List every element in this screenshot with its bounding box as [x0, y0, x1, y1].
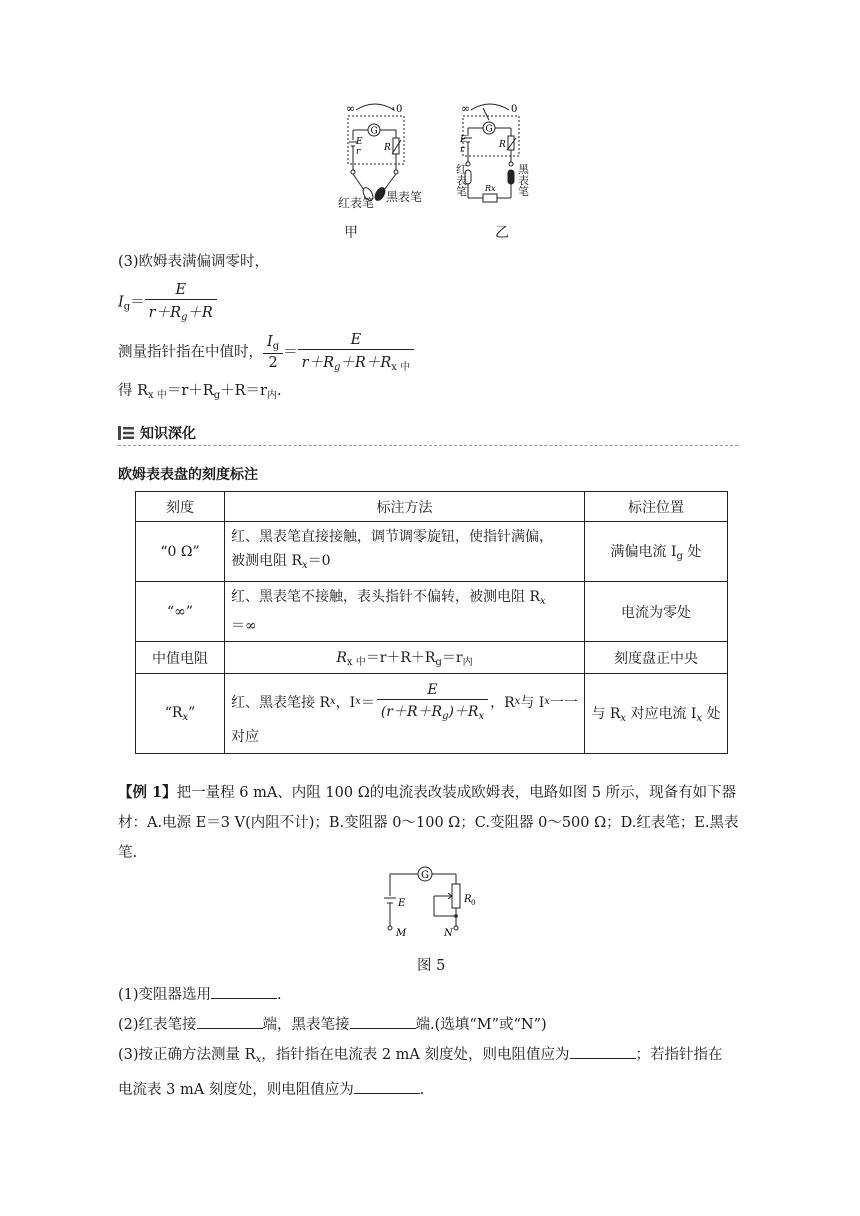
table-cell: “0 Ω”	[136, 522, 225, 582]
svg-text:r: r	[356, 147, 361, 157]
svg-text:G: G	[485, 124, 493, 135]
label-zero: 0	[396, 104, 403, 115]
scale-table	[135, 491, 728, 754]
table-header: 刻度	[136, 492, 225, 522]
table-row	[136, 522, 728, 582]
table-row	[136, 642, 728, 674]
answer-blank[interactable]	[354, 1079, 420, 1094]
section3-intro: (3)欧姆表满偏调零时，	[118, 254, 270, 270]
label-infinity: ∞	[346, 102, 356, 115]
table-row	[136, 674, 728, 754]
svg-text:E: E	[356, 137, 363, 147]
table-cell: 满偏电流 $I_g$ 处	[584, 522, 727, 582]
knowledge-divider	[118, 445, 738, 446]
svg-text:R: R	[384, 143, 391, 153]
caption-yi: 乙	[495, 225, 509, 241]
questions	[118, 980, 748, 1105]
table-cell: 与 $R_x$ 对应电流 $I_x$ 处	[584, 674, 727, 754]
svg-text:M: M	[396, 928, 407, 939]
list-icon	[118, 426, 134, 440]
svg-text:0: 0	[471, 899, 476, 907]
table-cell: 中值电阻	[136, 642, 225, 674]
svg-text:G: G	[421, 870, 429, 881]
answer-blank[interactable]	[197, 1014, 263, 1029]
question-1: (1)变阻器选用 .	[118, 980, 748, 1010]
caption-jia: 甲	[344, 225, 358, 241]
answer-blank[interactable]	[211, 984, 277, 999]
example-tag: 【例 1】	[118, 784, 177, 801]
table-header: 标注方法	[225, 492, 585, 522]
table-subheading: 欧姆表表盘的刻度标注	[118, 467, 258, 483]
svg-text:0: 0	[511, 104, 518, 115]
svg-text:R: R	[464, 894, 472, 905]
svg-text:∞: ∞	[461, 102, 471, 115]
answer-blank[interactable]	[350, 1014, 416, 1029]
table-row	[136, 582, 728, 642]
table-cell: “$R_x$”	[136, 674, 225, 754]
label-red-pen: 红表笔	[338, 196, 375, 210]
svg-text:E: E	[398, 898, 406, 909]
example-text: 【例 1】把一量程 6 mA、内阻 100 Ω的电流表改装成欧姆表，电路如图 5 所示，现备有如下器 材：A.电源 E＝3 V(内阻不计)；B.变阻器 0～100 Ω；C.变阻器 0～500 Ω；D.红表笔；E.黑表 笔.	[118, 784, 739, 861]
svg-text:Rx: Rx	[485, 184, 496, 193]
answer-blank[interactable]	[570, 1044, 636, 1059]
figure-5	[384, 862, 484, 944]
svg-text:R: R	[499, 140, 506, 150]
question-3: (3)按正确方法测量 $R_x$，指针指在电流表 2 mA 刻度处，则电阻值应为 ；若指针指在	[118, 1040, 748, 1075]
table-cell: 红、黑表笔接 R x ，I x ＝ $\frac{E}{(r+R+R_g)+R_x}$ ，R x 与 I x 一一 对应	[225, 674, 585, 754]
table-cell: 红、黑表笔直接接触，调节调零旋钮，使指针满偏， 被测电阻 $R_x=0$	[225, 522, 585, 582]
table-header-row	[136, 492, 728, 522]
table-header: 标注位置	[584, 492, 727, 522]
formula-full-scale: $I_g=$ $\frac{E}{r+R_g+R}$	[118, 282, 217, 323]
table-cell: $R_{x 中}=r+R+R_g=r_内$	[225, 642, 585, 674]
knowledge-heading	[118, 423, 196, 443]
svg-text:r: r	[460, 145, 465, 155]
galvanometer-g: G	[370, 126, 378, 137]
figure-5-caption: 图 5	[417, 958, 446, 974]
formula-result: 得 $R_{x 中}=r+R_g+R=r_内$.	[118, 383, 282, 401]
table-cell: 刻度盘正中央	[584, 642, 727, 674]
label-red-pen-vertical: 红 表 笔	[456, 163, 467, 198]
question-2: (2)红表笔接 端，黑表笔接 端.(选填“M”或“N”)	[118, 1010, 748, 1040]
label-black-pen: 黑表笔	[386, 190, 423, 204]
svg-text:N: N	[444, 928, 453, 939]
svg-text:E: E	[460, 135, 467, 145]
knowledge-heading-text: 知识深化	[140, 426, 196, 442]
question-3-cont: 电流表 3 mA 刻度处，则电阻值应为 .	[118, 1075, 748, 1105]
table-cell: “∞”	[136, 582, 225, 642]
table-cell: 红、黑表笔不接触，表头指针不偏转，被测电阻 $R_x$ ＝∞	[225, 582, 585, 642]
table-cell: 电流为零处	[584, 582, 727, 642]
label-black-pen-vertical: 黑 表 笔	[518, 163, 529, 198]
formula-mid-value: 测量指针指在中值时， $\frac{I_g}{2}$ ＝ $\frac{E}{r+R_g+R+R_{x 中}}$	[118, 332, 414, 373]
